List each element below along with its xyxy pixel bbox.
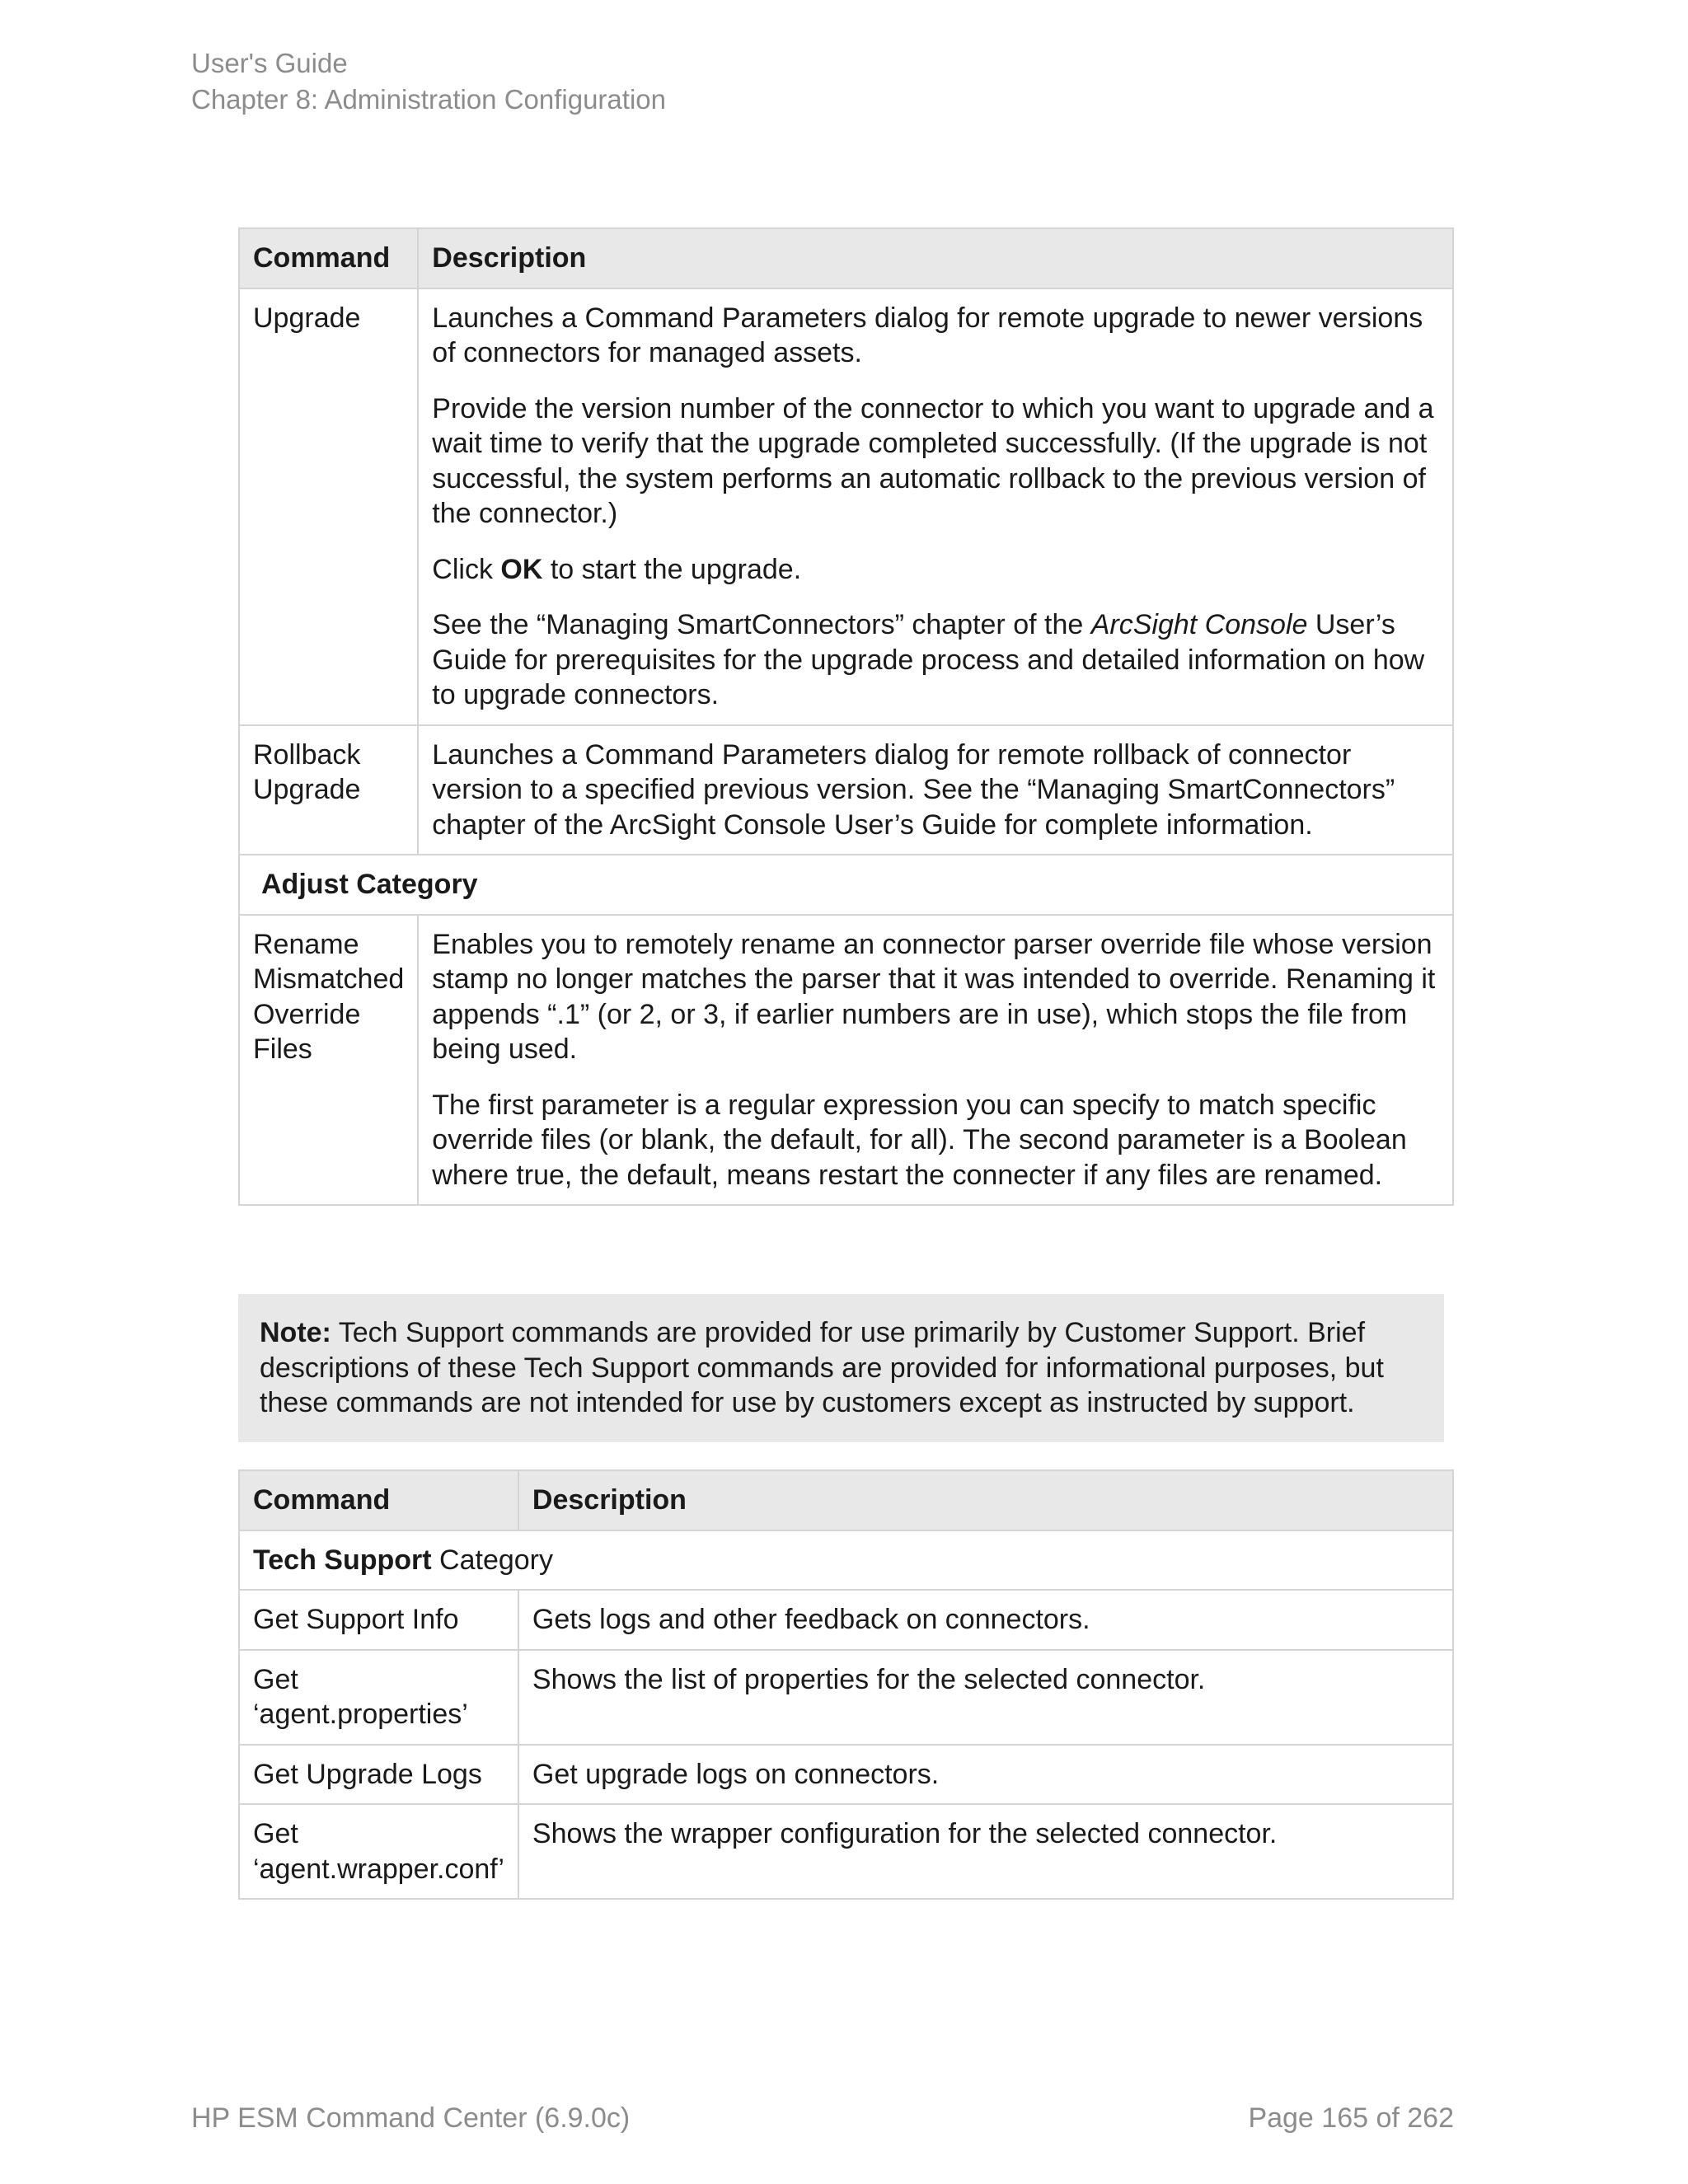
description-paragraph: Launches a Command Parameters dialog for remote upgrade to newer versions of connectors for managed assets. (432, 302, 1423, 368)
category-row (239, 1530, 1453, 1591)
column-header-description: Description (418, 228, 1453, 288)
category-row (239, 855, 1453, 915)
command-cell: Get ‘agent.wrapper.conf’ (239, 1804, 518, 1899)
command-cell: Get ‘agent.properties’ (239, 1650, 518, 1745)
category-label: Tech Support (253, 1544, 432, 1576)
table-row (239, 1650, 1453, 1745)
column-header-command: Command (239, 1470, 518, 1530)
text-run: to start the upgrade. (542, 553, 802, 585)
description-paragraph (432, 607, 1439, 713)
column-header-description: Description (518, 1470, 1453, 1530)
table-header-row (239, 228, 1453, 288)
column-header-command: Command (239, 228, 418, 288)
text-run: User’s Guide for prerequisites for the upgrade process and detailed information on how to upgrade connectors. (432, 609, 1425, 710)
tech-support-table (238, 1469, 1454, 1900)
header-chapter-title: Chapter 8: Administration Configuration (191, 84, 666, 115)
description-paragraph: The first parameter is a regular expression you can specify to match specific override files (or blank, the default, for all). The second parameter is a Boolean where true, the default, means restart the connecter if any files are renamed. (432, 1089, 1407, 1191)
description-paragraph: Enables you to remotely rename an connector parser override file whose version stamp no longer matches the parser that it was intended to override. Renaming it appends “.1” (or 2, or 3, if earlier numbers are in use), which stops the file from being used. (432, 928, 1436, 1065)
table-row (239, 915, 1453, 1206)
table-row (239, 1804, 1453, 1899)
table-header-row (239, 1470, 1453, 1530)
description-cell (418, 288, 1453, 725)
category-label: Adjust Category (261, 869, 478, 900)
note-label: Note: (260, 1317, 331, 1348)
category-cell (239, 1530, 1453, 1591)
table-row (239, 1745, 1453, 1805)
console-title-emphasis: ArcSight Console (1090, 609, 1308, 640)
table-row (239, 1590, 1453, 1650)
description-cell: Shows the list of properties for the selected connector. (518, 1650, 1453, 1745)
command-cell: Rollback Upgrade (239, 725, 418, 855)
command-cell: Rename Mismatched Override Files (239, 915, 418, 1206)
note-box (238, 1294, 1444, 1442)
footer-page-number: Page 165 of 262 (1248, 2102, 1454, 2134)
category-cell (239, 855, 1453, 915)
header-guide-title: User's Guide (191, 48, 348, 78)
description-cell: Launches a Command Parameters dialog for remote rollback of connector version to a specified previous version. See the “Managing SmartConnectors” chapter of the ArcSight Console User’s Guide for complete information. (418, 725, 1453, 855)
command-cell: Get Support Info (239, 1590, 518, 1650)
footer-product: HP ESM Command Center (6.9.0c) (191, 2102, 631, 2134)
category-suffix: Category (431, 1544, 553, 1576)
table-row (239, 288, 1453, 725)
text-run: See the “Managing SmartConnectors” chapter of the (432, 609, 1091, 640)
text-run: Click (432, 553, 501, 585)
running-header (191, 45, 666, 118)
ok-emphasis: OK (500, 553, 543, 585)
command-cell: Get Upgrade Logs (239, 1745, 518, 1805)
commands-table (238, 227, 1454, 1206)
description-cell: Get upgrade logs on connectors. (518, 1745, 1453, 1805)
description-paragraph (432, 552, 1439, 588)
command-cell: Upgrade (239, 288, 418, 725)
description-cell: Gets logs and other feedback on connectors. (518, 1590, 1453, 1650)
description-cell: Shows the wrapper configuration for the selected connector. (518, 1804, 1453, 1899)
description-paragraph: Provide the version number of the connector to which you want to upgrade and a wait time to verify that the upgrade completed successfully. (If the upgrade is not successful, the system performs an automatic rollback to the previous version of the connector.) (432, 392, 1434, 529)
description-cell (418, 915, 1453, 1206)
note-text: Tech Support commands are provided for use primarily by Customer Support. Brief descriptions of these Tech Support commands are provided for informational purposes, but these commands are not intended for use by customers except as instructed by support. (260, 1317, 1384, 1418)
table-row (239, 725, 1453, 855)
